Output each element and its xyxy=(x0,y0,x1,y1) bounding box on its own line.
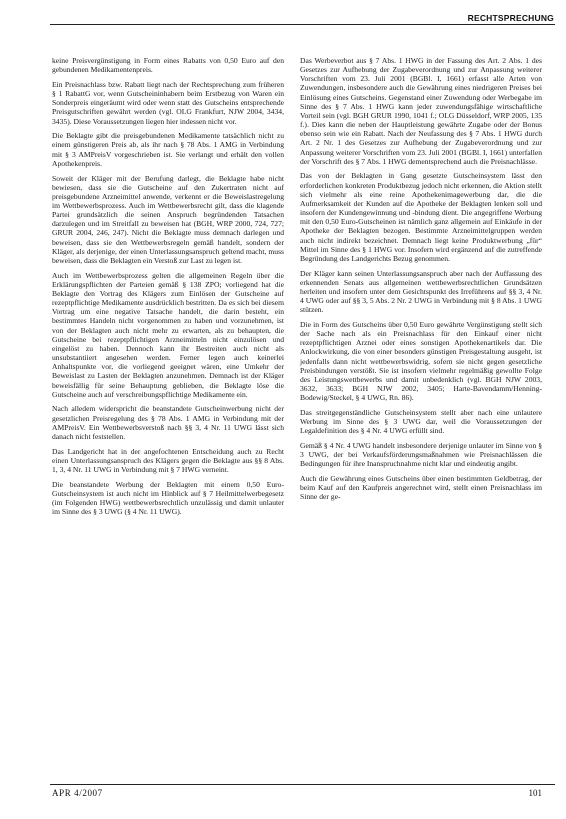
paragraph: keine Preisvergünstigung in Form eines Rabatts von 0,50 Euro auf den gebundenen Medikamentenpreis. xyxy=(52,56,284,75)
paragraph: Soweit der Kläger mit der Berufung darlegt, die Beklagte habe nicht bewiesen, dass sie die Gutscheine auf den Zukertraten nicht auf preisgebundene Arzneimittel anwende, verkennt er die Beweislastregelung im Wettbewerbsprozess. Auch im Wettbewerbsrecht gilt, dass die klagende Partei grundsätzlich die seinen Anspruch begründenden Tatsachen darzulegen und im Streitfall zu beweisen hat (BGH, WRP 2000, 724, 727; GRUR 2004, 246, 247). Nicht die Beklagte muss demnach darlegen und beweisen, dass sie den Wettbewerbsregeln gemäß handelt, sondern der Kläger, als derjenige, der einen Unterlassungsanspruch geltend macht, muss beweisen, dass die Beklagten ein Verstoß zur Last zu legen ist. xyxy=(52,173,284,265)
section-label: RECHTSPRECHUNG xyxy=(467,13,554,23)
footer-rule xyxy=(50,784,555,785)
paragraph: Das von der Beklagten in Gang gesetzte Gutscheinsystem lässt den erforderlichen konkreten Produktbezug jedoch nicht erkennen, die Aktion stellt sich vielmehr als eine reine Apothekenimagewerbung dar, die die Aufmerksamkeit der Kunden auf die Apotheke der Beklagten lenken soll und insofern der Kundengewinnung und -bindung dient. Die angegriffene Werbung mit den 0,50 Euro-Gutscheinen ist nämlich ganz allgemein auf Einkäufe in der Apotheke der Beklagten bezogen. Bestimmte Arzneimittelgruppen werden auch nicht indirekt bezeichnet. Demnach liegt keine Produktwerbung „für“ Mittel im Sinne des § 1 HWG vor. Insofern wird ergänzend auf die zutreffende Begründung des Landgerichts Bezug genommen. xyxy=(300,171,542,263)
paragraph: Der Kläger kann seinen Unterlassungsanspruch aber nach der Auffassung des erkennenden Senats aus allgemeinen wettbewerbsrechtlichen Grundsätzen herleiten und insofern unter dem Gesichtspunkt des Irreführens auf §§ 3, 4 Nr. 4 UWG oder auf §§ 3, 5 Abs. 2 Nr. 2 UWG in Verbindung mit § 8 Abs. 1 UWG stützen. xyxy=(300,268,542,315)
right-column xyxy=(300,56,542,507)
left-column xyxy=(52,56,284,522)
paragraph: Die beanstandete Werbung der Beklagten mit einem 0,50 Euro-Gutscheinsystem ist auch nicht im Hinblick auf § 7 Heilmittelwerbegesetz (im Folgenden HWG) wettbewerbsrechtlich unzulässig und damit unlauter im Sinne des § 3 UWG (§ 4 Nr. 11 UWG). xyxy=(52,479,284,517)
paragraph: Das streitgegenständliche Gutscheinsystem stellt aber nach eine unlautere Werbung im Sinne des § 3 UWG dar, weil die Voraussetzungen der Legaldefinition des § 4 Nr. 4 UWG erfüllt sind. xyxy=(300,408,542,436)
paragraph: Nach alledem widerspricht die beanstandete Gutscheinwerbung nicht der gesetzlichen Preisregelung des § 78 Abs. 1 AMG in Verbindung mit der AMPreisV. Ein Wettbewerbsverstoß nach §§ 3, 4 Nr. 11 UWG lässt sich danach nicht feststellen. xyxy=(52,404,284,441)
paragraph: Auch im Wettbewerbsprozess gelten die allgemeinen Regeln über die Erklärungspflichten der Parteien gemäß § 138 ZPO; vorliegend hat die Beklagte den Vortrag des Klägers zum Einlösen der Gutscheine auf rezeptpflichtige Medikamente ausdrücklich bestritten. Da es sich bei diesem Vortrag um eine negative Tatsache handelt, die darin besteht, ein bestimmtes Handeln nicht vorgenommen zu haben und vorzunehmen, ist von der Beklagten auch nicht mehr zu erwarten, als zu behaupten, die Gutscheine bei rezeptpflichtigen Arzneimitteln nicht einzulösen und eingelöst zu haben. Dennoch kann ihr Bestreiten auch nicht als unsubstantiiert angesehen werden. Ferner legen auch keinerlei Anhaltspunkte vor, die vorliegend geeignet wären, eine Umkehr der Beweislast zu Lasten der Beklagten anzunehmen. Demnach ist der Kläger beweisfällig für seine Behauptung geblieben, die Beklagte löse die Gutscheine auch auf verschreibungspflichtige Medikamente ein. xyxy=(52,270,284,399)
paragraph: Auch die Gewährung eines Gutscheins über einen bestimmten Geldbetrag, der beim Kauf auf den Kaufpreis angerechnet wird, stellt einen Preisnachlass im Sinne der ge- xyxy=(300,474,542,502)
paragraph: Die Beklagte gibt die preisgebundenen Medikamente tatsächlich nicht zu einem günstigeren Preis ab, als ihr nach § 78 Abs. 1 AMG in Verbindung mit § 3 AMPreisV vorgeschrieben ist. Sie verlangt und erhält den vollen Apothekenpreis. xyxy=(52,131,284,168)
paragraph: Gemäß § 4 Nr. 4 UWG handelt insbesondere derjenige unlauter im Sinne von § 3 UWG, der bei Verkaufsförderungsmaßnahmen wie Preisnachlässen die Bedingungen für ihre Inanspruchnahme nicht klar und eindeutig angibt. xyxy=(300,441,542,469)
paragraph: Das Landgericht hat in der angefochtenen Entscheidung auch zu Recht einen Unterlassungsanspruch des Klägers gegen die Beklagte aus §§ 8 Abs. 1, 3, 4 Nr. 11 UWG in Verbindung mit § 7 HWG verneint. xyxy=(52,446,284,474)
page-number: 101 xyxy=(528,788,542,798)
paragraph: Ein Preisnachlass bzw. Rabatt liegt nach der Rechtsprechung zum früheren § 1 RabattG vor, wenn Gutscheininhabern beim Erstbezug von Waren ein Sonderpreis eingeräumt wird oder wenn statt des Gutscheins entsprechende Preisgutschriften gewährt werden (vgl. OLG Frankfurt, NJW 2004, 3434, 3435). Diese Voraussetzungen liegen hier indessen nicht vor. xyxy=(52,79,284,126)
paragraph: Die in Form des Gutscheins über 0,50 Euro gewährte Vergünstigung stellt sich der Sache nach als ein Preisnachlass für den Einkauf einer nicht rezeptpflichtigen Arznei oder eines sonstigen Apothekenartikels dar. Die Anlockwirkung, die von einer besonders günstigen Preisgestaltung ausgeht, ist jedenfalls dann nicht wettbewerbswidrig, sofern sie nicht gegen gesetzliche Preisbindungen verstößt. Sie ist insofern vielmehr regelmäßig gewollte Folge des Leistungswettbewerbs und damit unbedenklich (vgl. BGH NJW 2003, 3632, 3633; BGH NJW 2002, 3405; Harte-Bavendamm/Henning-Bodewig/Steckel, § 4 UWG, Rn. 86). xyxy=(300,320,542,403)
journal-issue: APR 4/2007 xyxy=(52,788,103,798)
paragraph: Das Werbeverbot aus § 7 Abs. 1 HWG in der Fassung des Art. 2 Abs. 1 des Gesetzes zur Aufhebung der Zugabeverordnung und zur Anpassung weiterer Vorschriften vom 23. Juli 2001 (BGBl. I, 1661) erfasst alle Arten von Zuwendungen, insbesondere auch die Gewährung eines niedrigeren Preises bei Einlösung eines Gutscheins. Gegenstand einer Zuwendung oder Werbegabe im Sinne des § 7 Abs. 1 HWG kann jeder zuwendungsfähige wirtschaftliche Vorteil sein (vgl. BGH GRUR 1990, 1041 f.; OLG Düsseldorf, WRP 2005, 135 f.). Dies kann die neben der Hauptleistung gewährte Zugabe oder der Bonus ebenso sein wie ein Rabatt. Nach der Neufassung des § 7 Abs. 1 HWG durch Art. 2 Nr. 1 des Gesetzes zur Aufhebung der Zugabeverordnung und zur Anpassung weiterer Vorschriften vom 23. Juli 2001 (BGBl. I, 1661) unterfallen der Vorschrift des § 7 Abs. 1 HWG dementsprechend auch die Preisnachlässe. xyxy=(300,56,542,166)
